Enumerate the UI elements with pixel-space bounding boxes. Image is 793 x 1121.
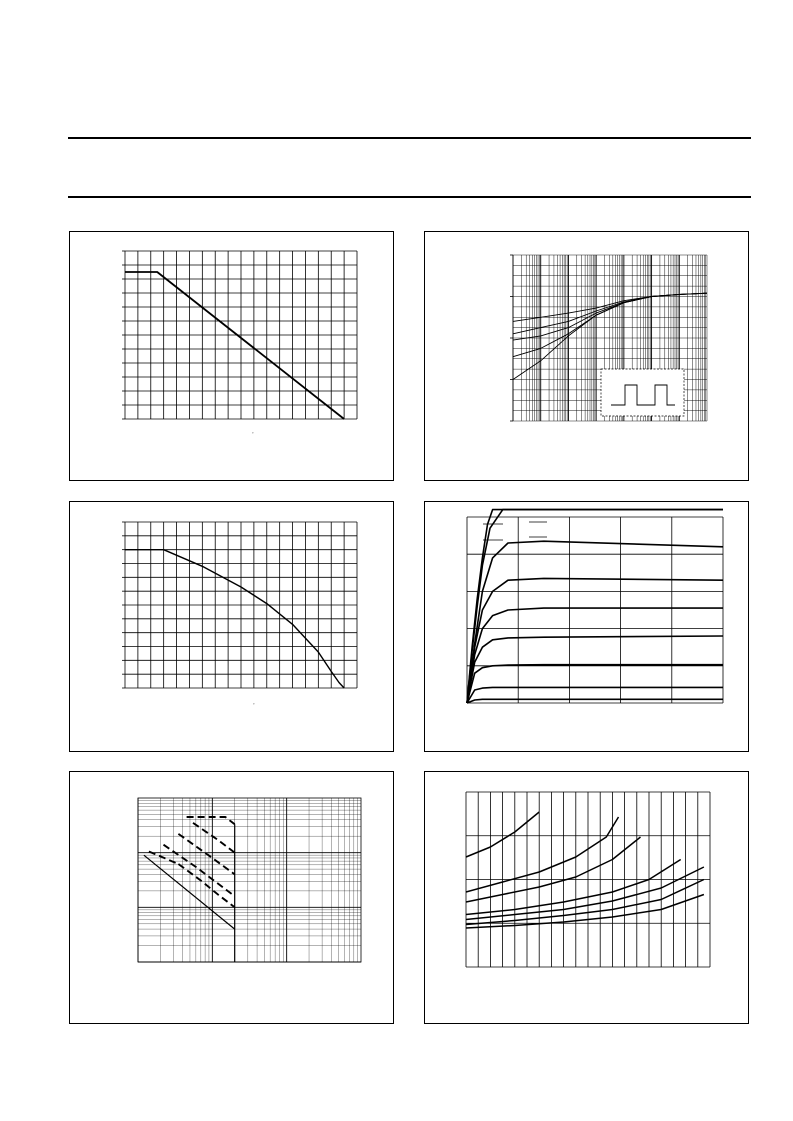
header-rule-bottom — [68, 196, 751, 198]
figure-panel-6 — [424, 771, 749, 1024]
chart-2 — [425, 232, 750, 482]
figure-panel-1 — [69, 231, 394, 481]
output-curve — [467, 510, 723, 703]
chart-6 — [425, 772, 750, 1025]
chart-5 — [70, 772, 395, 1025]
soa-boundary — [144, 855, 235, 929]
pulse-inset — [601, 369, 684, 416]
plot-frame — [138, 798, 361, 962]
derating-curve — [125, 272, 344, 419]
output-curve — [467, 665, 723, 703]
chart-4 — [425, 502, 750, 753]
soa-boundary — [178, 864, 234, 907]
chart-3 — [70, 502, 395, 753]
output-curve — [467, 608, 723, 703]
characteristic-curve — [466, 817, 619, 892]
soa-boundary — [178, 834, 234, 875]
figure-panel-5 — [69, 771, 394, 1024]
figure-panel-4 — [424, 501, 749, 752]
output-curve — [467, 636, 723, 703]
output-curve — [467, 578, 723, 703]
figure-panel-3 — [69, 501, 394, 752]
characteristic-curve — [466, 867, 704, 920]
x-axis-mark-3: ° — [253, 702, 255, 707]
header-rule-top — [68, 137, 751, 139]
characteristic-curve — [466, 880, 704, 925]
output-curve — [467, 510, 723, 703]
chart-1 — [70, 232, 395, 482]
output-curve — [467, 541, 723, 703]
output-curve — [467, 687, 723, 703]
x-axis-mark-1: ° — [252, 431, 254, 436]
characteristic-curve — [466, 860, 681, 915]
output-curve — [467, 699, 723, 703]
figure-panel-2 — [424, 231, 749, 481]
